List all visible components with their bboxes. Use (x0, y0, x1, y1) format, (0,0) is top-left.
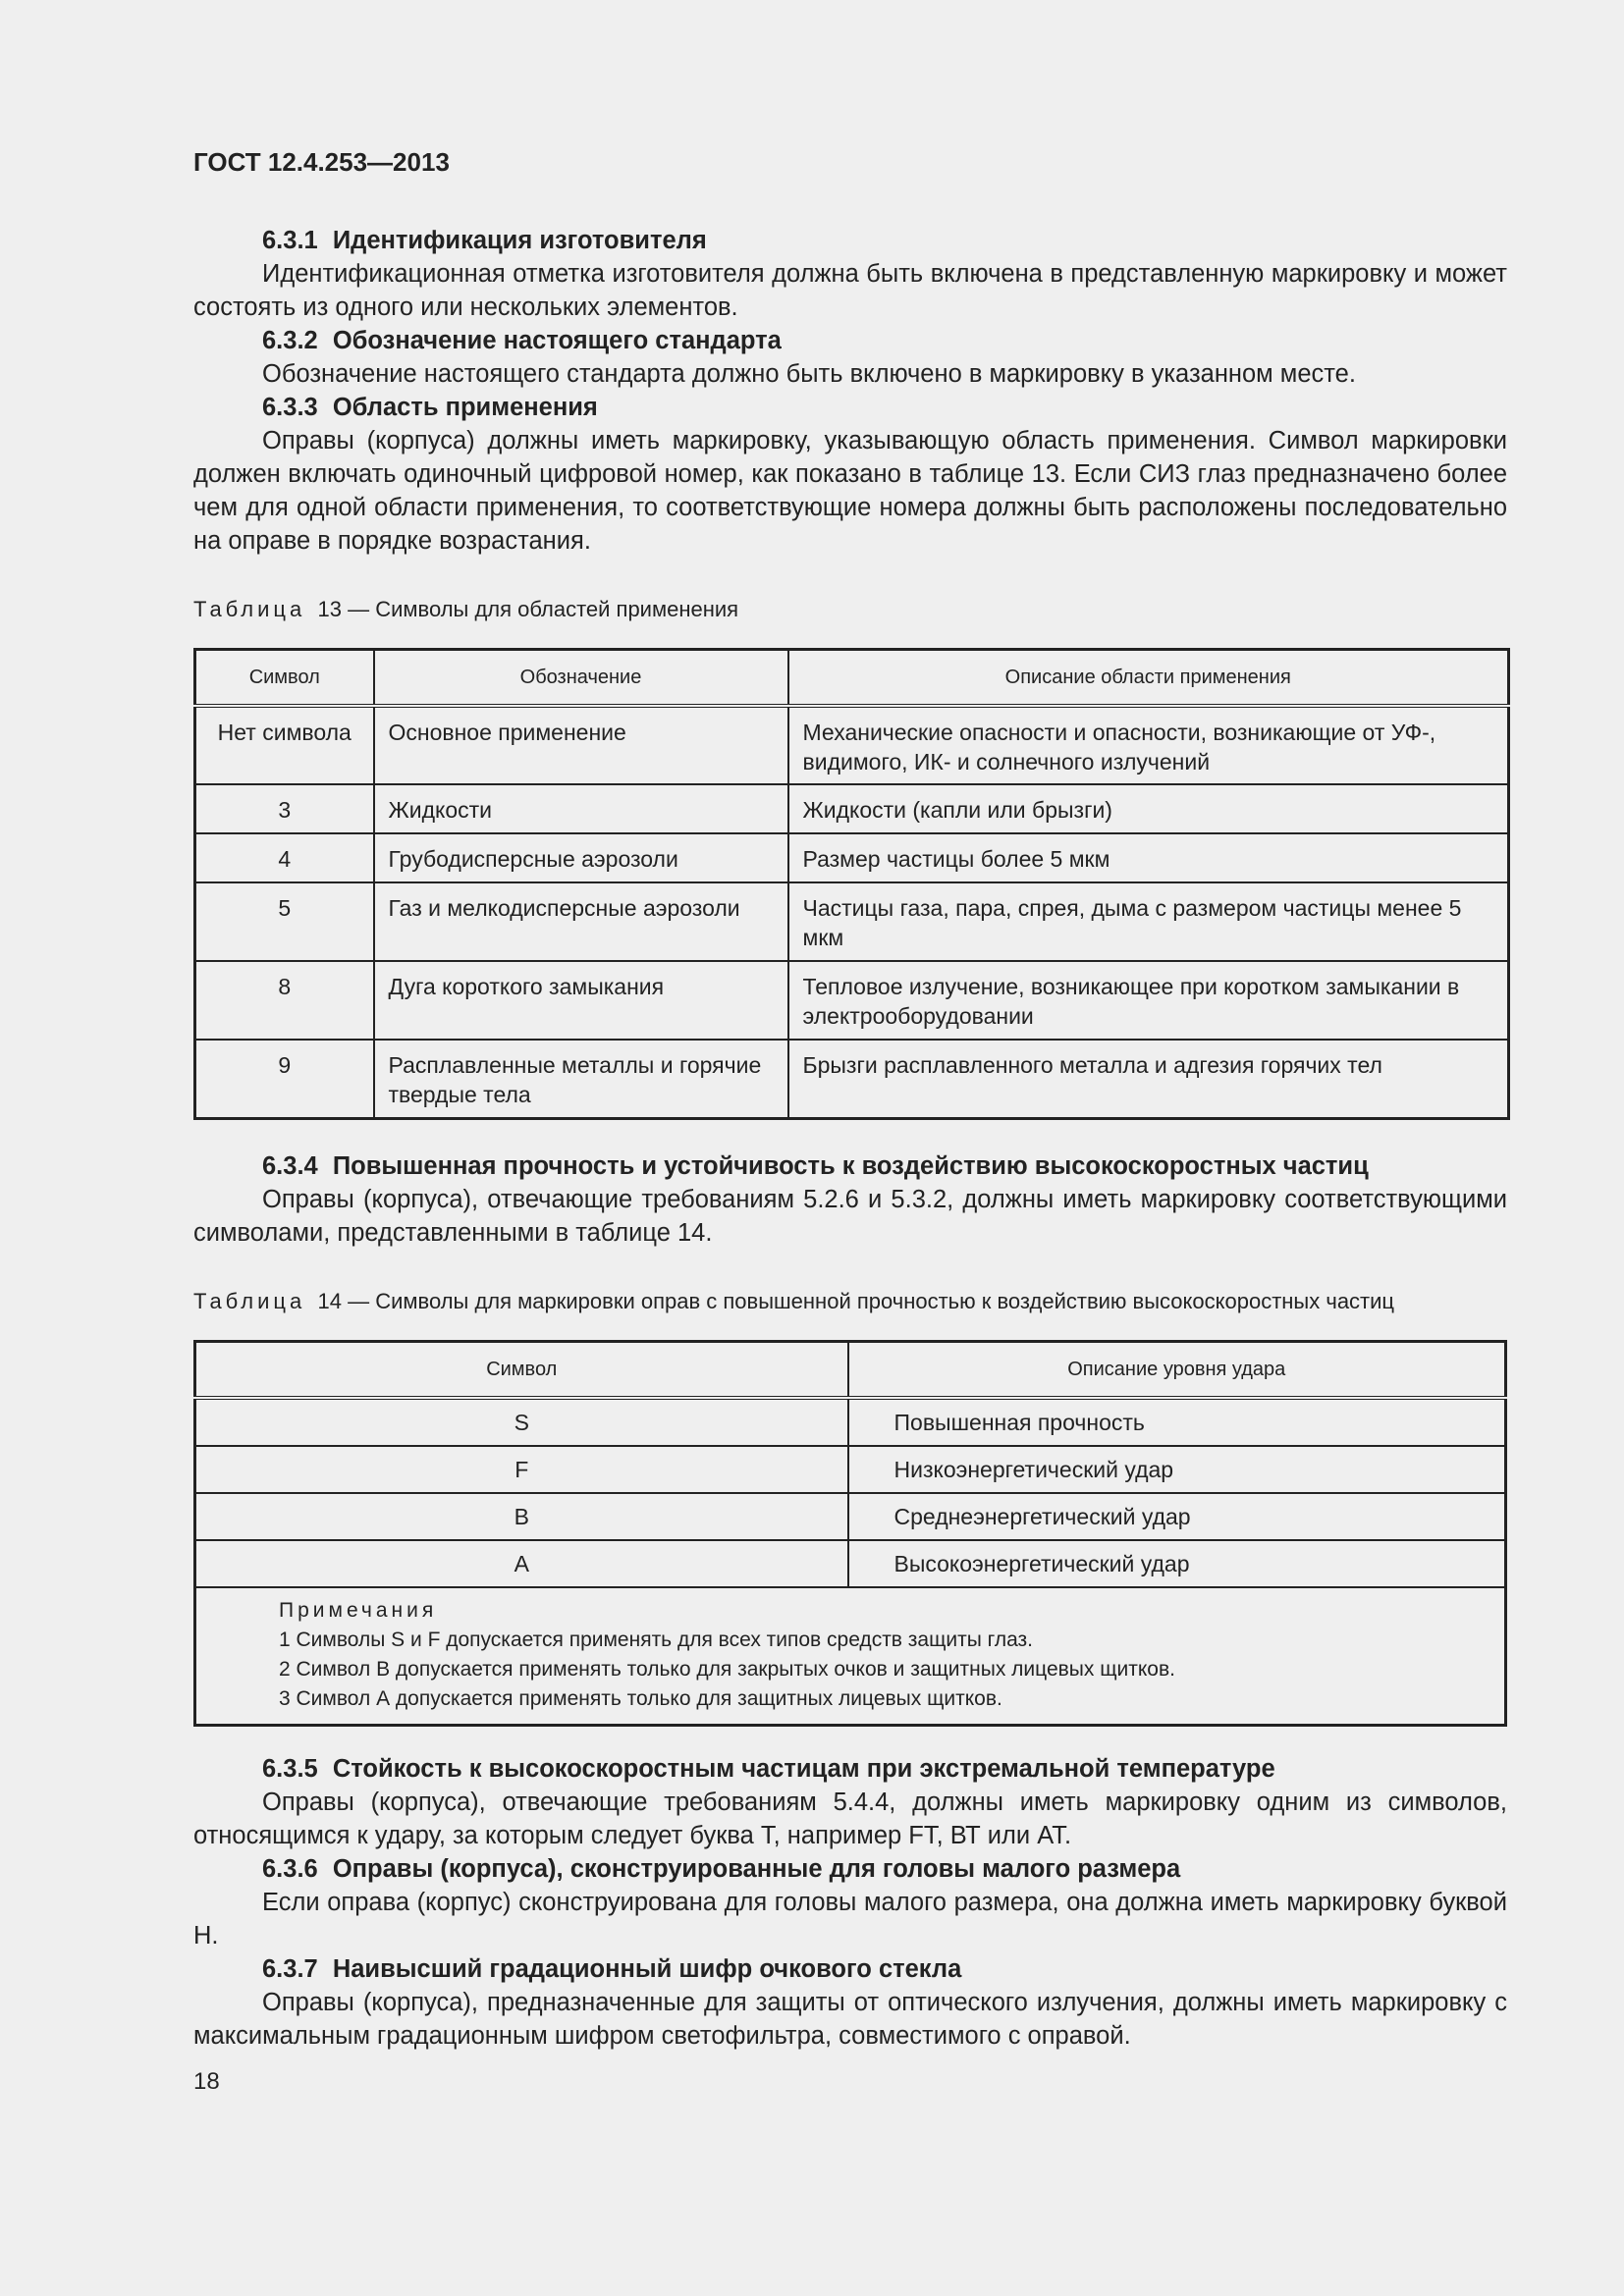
section-6-3-2 (193, 324, 1507, 391)
section-6-3-6 (193, 1852, 1507, 1952)
table-header-row (195, 1341, 1506, 1398)
table-row (195, 1446, 1506, 1493)
cell-symbol: 9 (195, 1040, 374, 1118)
cell-description: Среднеэнергетический удар (848, 1493, 1506, 1540)
section-text: Идентификационная отметка изготовителя должна быть включена в представленную маркировку и может состоять из одного или нескольких элементов. (193, 260, 1507, 321)
caption-text: 13 — Символы для областей применения (317, 597, 739, 621)
cell-designation: Жидкости (374, 784, 788, 833)
section-heading: Область применения (332, 394, 598, 421)
section-title (193, 1952, 1507, 1986)
section-number: 6.3.7 (262, 1954, 318, 1983)
section-heading: Повышенная прочность и устойчивость к воздействию высокоскоростных частиц (332, 1151, 1369, 1180)
section-6-3-4 (193, 1149, 1507, 1250)
cell-symbol: 4 (195, 833, 374, 882)
table-row (195, 1493, 1506, 1540)
caption-label: Таблица (193, 597, 306, 621)
table13-caption (193, 595, 1507, 624)
standard-code: ГОСТ 12.4.253—2013 (193, 147, 450, 177)
table-header-row (195, 650, 1509, 707)
cell-description: Высокоэнергетический удар (848, 1540, 1506, 1587)
section-title (193, 1149, 1507, 1183)
table-14 (193, 1340, 1507, 1727)
table-row (195, 784, 1509, 833)
note-item: 2 Символ В допускается применять только для закрытых очков и защитных лицевых щитков. (279, 1657, 1175, 1681)
table-row (195, 1540, 1506, 1587)
section-6-3-3 (193, 391, 1507, 558)
table-13 (193, 648, 1510, 1120)
cell-description: Жидкости (капли или брызги) (788, 784, 1509, 833)
cell-designation: Расплавленные металлы и горячие твердые тела (374, 1040, 788, 1118)
section-number: 6.3.1 (262, 227, 318, 254)
cell-designation: Дуга короткого замыкания (374, 961, 788, 1040)
cell-symbol: 8 (195, 961, 374, 1040)
section-6-3-5 (193, 1752, 1507, 1852)
section-number: 6.3.4 (262, 1151, 318, 1180)
note-item: 3 Символ А допускается применять только для защитных лицевых щитков. (279, 1686, 1002, 1710)
section-heading: Наивысший градационный шифр очкового стекла (332, 1954, 962, 1983)
section-number: 6.3.5 (262, 1754, 318, 1783)
section-title (193, 391, 1507, 424)
cell-symbol: F (195, 1446, 848, 1493)
cell-description: Тепловое излучение, возникающее при коротком замыкании в электрооборудовании (788, 961, 1509, 1040)
cell-symbol: А (195, 1540, 848, 1587)
table-row (195, 961, 1509, 1040)
table-row (195, 882, 1509, 961)
cell-description: Низкоэнергетический удар (848, 1446, 1506, 1493)
section-number: 6.3.3 (262, 394, 318, 421)
cell-symbol: 5 (195, 882, 374, 961)
cell-symbol: Нет символа (195, 706, 374, 784)
section-title (193, 224, 1507, 257)
section-title (193, 324, 1507, 357)
cell-designation: Основное применение (374, 706, 788, 784)
table-row (195, 1398, 1506, 1446)
cell-description: Повышенная прочность (848, 1398, 1506, 1446)
section-heading: Обозначение настоящего стандарта (332, 327, 782, 354)
cell-designation: Грубодисперсные аэрозоли (374, 833, 788, 882)
section-number: 6.3.2 (262, 327, 318, 354)
section-heading: Оправы (корпуса), сконструированные для головы малого размера (332, 1854, 1181, 1883)
cell-symbol: S (195, 1398, 848, 1446)
header-symbol: Символ (195, 1341, 848, 1398)
table-notes (195, 1587, 1506, 1726)
section-number: 6.3.6 (262, 1854, 318, 1883)
section-text: Оправы (корпуса), отвечающие требованиям 5.4.4, должны иметь маркировку одним из символов, относящимся к удару, за которым следует буква Т, например FT, ВТ или АТ. (193, 1788, 1507, 1849)
cell-designation: Газ и мелкодисперсные аэрозоли (374, 882, 788, 961)
section-title (193, 1852, 1507, 1886)
section-text: Оправы (корпуса) должны иметь маркировку, указывающую область применения. Символ маркировки должен включать одиночный цифровой номер, как показано в таблице 13. Если СИЗ глаз предназначено более чем для одной области применения, то соответствующие номера должны быть расположены последовательно на оправе в порядке возрастания. (193, 427, 1507, 555)
section-heading: Стойкость к высокоскоростным частицам при экстремальной температуре (332, 1754, 1275, 1783)
cell-description: Размер частицы более 5 мкм (788, 833, 1509, 882)
section-text: Если оправа (корпус) сконструирована для головы малого размера, она должна иметь маркировку буквой Н. (193, 1888, 1507, 1949)
section-text: Оправы (корпуса), отвечающие требованиям 5.2.6 и 5.3.2, должны иметь маркировку соответствующими символами, представленными в таблице 14. (193, 1185, 1507, 1247)
section-6-3-1 (193, 224, 1507, 324)
header-symbol: Символ (195, 650, 374, 707)
header-designation: Обозначение (374, 650, 788, 707)
table14-caption (193, 1287, 1507, 1316)
page-content (193, 224, 1507, 2053)
section-text: Обозначение настоящего стандарта должно быть включено в маркировку в указанном месте. (262, 360, 1356, 388)
section-title (193, 1752, 1507, 1786)
section-6-3-7 (193, 1952, 1507, 2053)
section-text: Оправы (корпуса), предназначенные для защиты от оптического излучения, должны иметь маркировку с максимальным градационным шифром светофильтра, совместимого с оправой. (193, 1988, 1507, 2050)
section-heading: Идентификация изготовителя (332, 227, 707, 254)
header-description: Описание области применения (788, 650, 1509, 707)
cell-symbol: В (195, 1493, 848, 1540)
cell-description: Брызги расплавленного металла и адгезия горячих тел (788, 1040, 1509, 1118)
cell-description: Механические опасности и опасности, возникающие от УФ-, видимого, ИК- и солнечного излучений (788, 706, 1509, 784)
cell-symbol: 3 (195, 784, 374, 833)
caption-label: Таблица (193, 1288, 306, 1313)
note-item: 1 Символы S и F допускается применять для всех типов средств защиты глаз. (279, 1628, 1034, 1651)
caption-text: 14 — Символы для маркировки оправ с повышенной прочностью к воздействию высокоскоростных частиц (317, 1288, 1395, 1313)
notes-title: Примечания (279, 1598, 438, 1622)
header-impact-description: Описание уровня удара (848, 1341, 1506, 1398)
table-row (195, 833, 1509, 882)
table-row (195, 706, 1509, 784)
table-row (195, 1040, 1509, 1118)
notes-row (195, 1587, 1506, 1726)
page-number: 18 (193, 2068, 220, 2095)
cell-description: Частицы газа, пара, спрея, дыма с размером частицы менее 5 мкм (788, 882, 1509, 961)
